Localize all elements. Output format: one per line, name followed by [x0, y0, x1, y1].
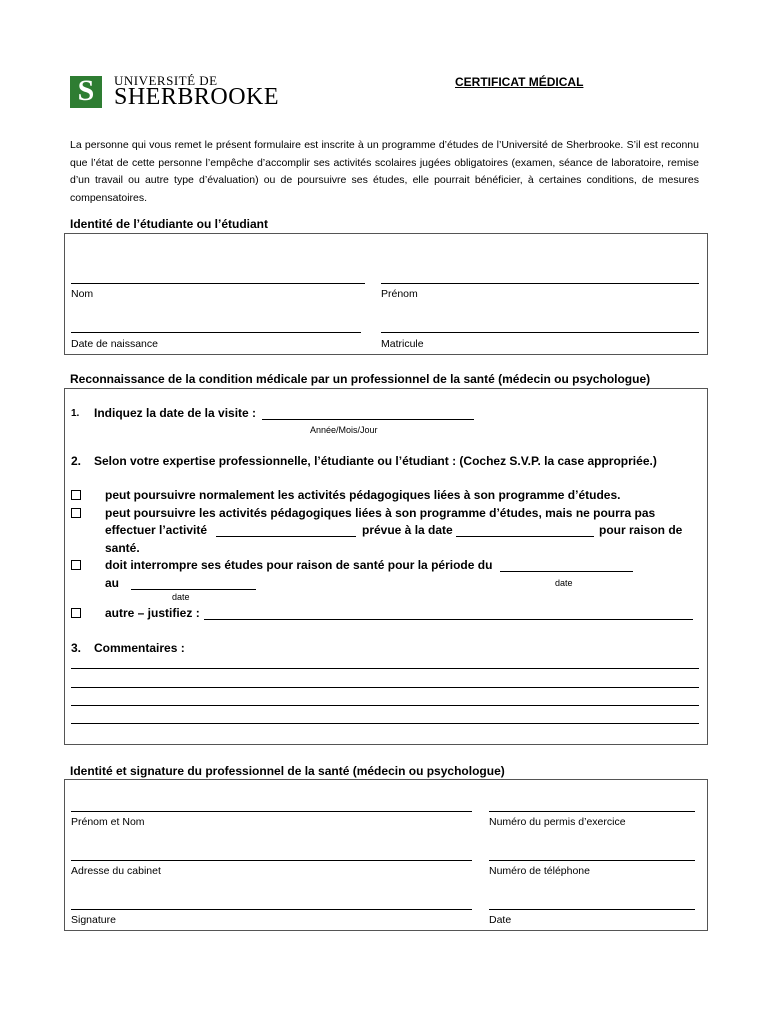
option-other-label: autre – justifiez :: [105, 606, 200, 620]
q2-text: Selon votre expertise professionnelle, l’étudiante ou l’étudiant : (Cochez S.V.P. la case appropriée.): [94, 454, 657, 468]
option-continue-normally-label: peut poursuivre normalement les activités pédagogiques liées à son programme d’études.: [105, 488, 621, 502]
option-continue-except-line3: santé.: [105, 541, 140, 555]
option-continue-except-date-label: prévue à la date: [362, 523, 453, 537]
option-continue-except-checkbox[interactable]: [71, 508, 81, 518]
birthdate-field-line[interactable]: [71, 332, 361, 333]
professional-name-label: Prénom et Nom: [71, 816, 145, 828]
q1-number: 1.: [71, 408, 80, 419]
interrupt-start-date-field-line[interactable]: [500, 571, 633, 572]
professional-identity-heading: Identité et signature du professionnel de la santé (médecin ou psychologue): [70, 764, 505, 778]
q3-text: Commentaires :: [94, 641, 185, 655]
permit-number-label: Numéro du permis d’exercice: [489, 816, 626, 828]
signature-label: Signature: [71, 914, 116, 926]
document-title: CERTIFICAT MÉDICAL: [455, 75, 584, 89]
visit-date-hint: Année/Mois/Jour: [310, 425, 378, 435]
q3-number: 3.: [71, 641, 82, 655]
logo-line-2: SHERBROOKE: [114, 84, 280, 110]
interrupt-end-date-hint: date: [172, 592, 190, 602]
phone-number-label: Numéro de téléphone: [489, 865, 590, 877]
signature-field-line[interactable]: [71, 909, 472, 910]
option-continue-except-activity-label: effectuer l’activité: [105, 523, 208, 537]
prenom-label: Prénom: [381, 288, 418, 300]
permit-number-field-line[interactable]: [489, 811, 695, 812]
birthdate-label: Date de naissance: [71, 338, 158, 350]
option-continue-except-reason-label: pour raison de: [599, 523, 683, 537]
option-other-checkbox[interactable]: [71, 608, 81, 618]
visit-date-field-line[interactable]: [262, 419, 474, 420]
interrupt-start-date-hint: date: [555, 578, 573, 588]
medical-recognition-heading: Reconnaissance de la condition médicale par un professionnel de la santé (médecin ou psychologue): [70, 372, 651, 386]
matricule-label: Matricule: [381, 338, 424, 350]
interrupt-end-date-field-line[interactable]: [131, 589, 256, 590]
comment-line-1[interactable]: [71, 668, 699, 669]
logo-s-glyph: S: [77, 74, 95, 107]
option-continue-except-line1: peut poursuivre les activités pédagogiques liées à son programme d’études, mais ne pourra pas: [105, 506, 656, 520]
comment-line-2[interactable]: [71, 687, 699, 688]
option-interrupt-label: doit interrompre ses études pour raison de santé pour la période du: [105, 558, 493, 572]
professional-name-field-line[interactable]: [71, 811, 472, 812]
comment-line-3[interactable]: [71, 705, 699, 706]
phone-number-field-line[interactable]: [489, 860, 695, 861]
option-interrupt-checkbox[interactable]: [71, 560, 81, 570]
justification-field-line[interactable]: [204, 619, 693, 620]
matricule-field-line[interactable]: [381, 332, 699, 333]
clinic-address-field-line[interactable]: [71, 860, 472, 861]
logo-line-1: UNIVERSITÉ DE: [114, 73, 218, 88]
comment-line-4[interactable]: [71, 723, 699, 724]
date-label: Date: [489, 914, 512, 926]
prenom-field-line[interactable]: [381, 283, 699, 284]
option-continue-normally-checkbox[interactable]: [71, 490, 81, 500]
intro-paragraph: La personne qui vous remet le présent formulaire est inscrite à un programme d’études de l’Université de Sherbrooke. S’il est reconnu que l’état de cette personne l’empêche d’accomplir ses activités scolaires jugées obligatoires (examen, séance de laboratoire, remise d’un travail ou autre type d’évaluation) ou de poursuivre ses études, elle pourrait bénéficier, à certaines conditions, de mesures compensatoires.: [70, 139, 699, 204]
activity-field-line[interactable]: [216, 536, 356, 537]
clinic-address-label: Adresse du cabinet: [71, 865, 161, 877]
q1-text: Indiquez la date de la visite :: [94, 406, 257, 420]
q2-number: 2.: [71, 454, 82, 468]
date-field-line[interactable]: [489, 909, 695, 910]
planned-date-field-line[interactable]: [456, 536, 594, 537]
nom-field-line[interactable]: [71, 283, 365, 284]
nom-label: Nom: [71, 288, 94, 300]
student-identity-heading: Identité de l’étudiante ou l’étudiant: [70, 217, 269, 231]
interrupt-au-label: au: [105, 576, 120, 590]
